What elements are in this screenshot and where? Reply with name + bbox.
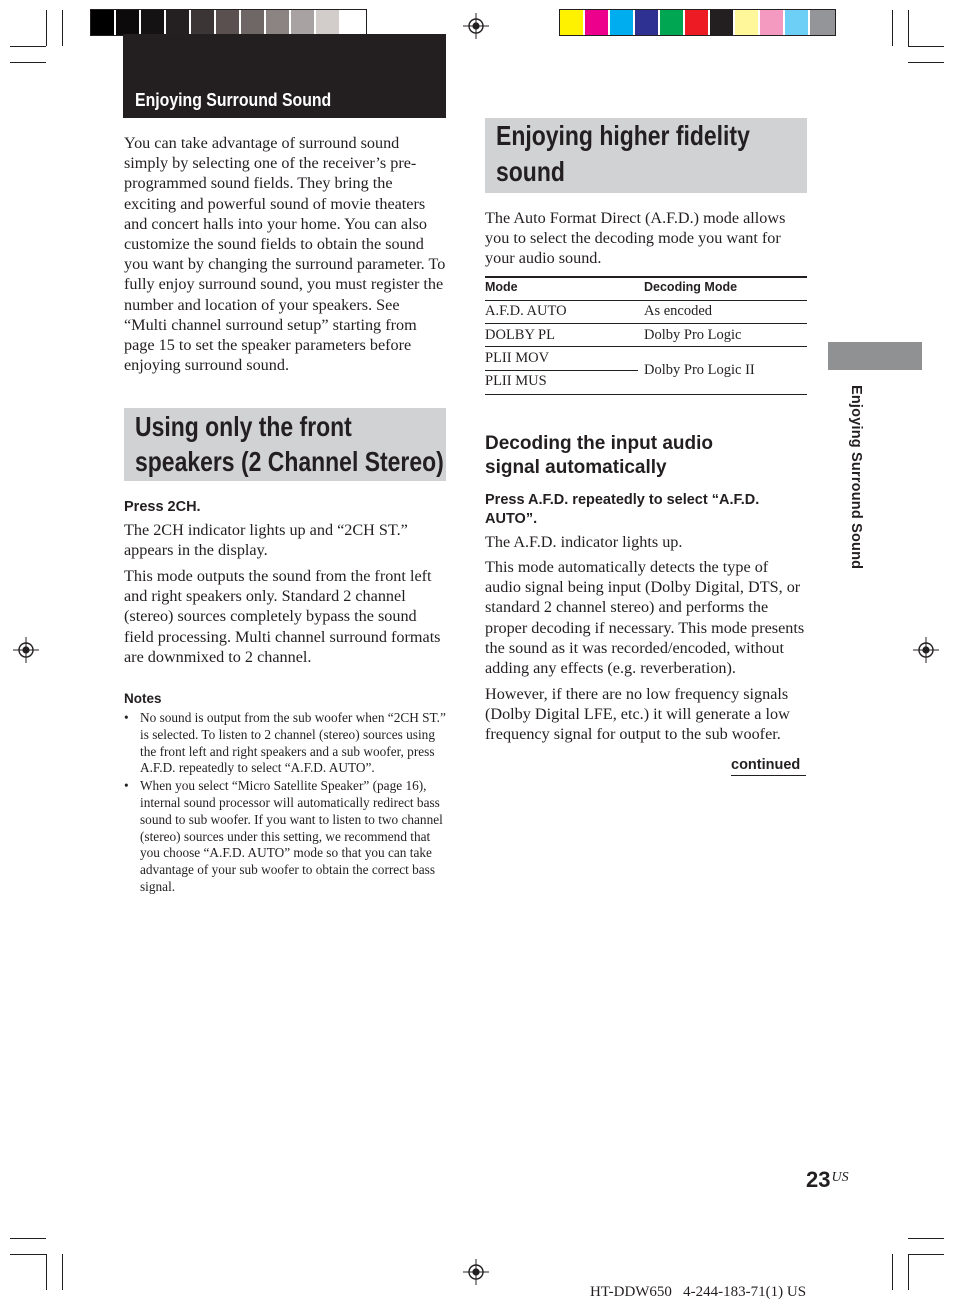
heading-box-higher-fidelity — [485, 118, 807, 193]
table-cell-decoding: Dolby Pro Logic — [644, 327, 742, 343]
registration-mark-icon — [463, 1259, 489, 1285]
intro-paragraph — [124, 133, 446, 375]
color-swatch — [810, 10, 835, 35]
footer-model-code: HT-DDW650 4-244-183-71(1) US — [590, 1284, 807, 1300]
step-result-text: The 2CH indicator lights up and “2CH ST.” appears in the display. — [124, 521, 408, 560]
heading-box-front-speakers — [124, 408, 446, 481]
registration-mark-icon — [913, 637, 939, 663]
color-swatch — [660, 10, 685, 35]
color-swatch — [116, 10, 141, 35]
heading-higher-fidelity-line1: Enjoying higher fidelity — [496, 120, 750, 151]
note-item — [124, 710, 446, 777]
heading-front-speakers-line2: speakers (2 Channel Stereo) — [135, 446, 444, 477]
subheading-line2: signal automatically — [485, 456, 667, 478]
color-swatch — [341, 10, 366, 35]
page-number-digits: 23 — [806, 1167, 831, 1192]
color-swatch — [610, 10, 635, 35]
step-press-afd — [485, 491, 759, 529]
table-cell-mode: PLII MOV — [485, 350, 550, 366]
table-header-mode: Mode — [485, 280, 518, 294]
note-item — [124, 778, 446, 896]
table-rule — [485, 300, 807, 301]
notes-title: Notes — [124, 691, 162, 706]
table-cell-mode: DOLBY PL — [485, 327, 555, 343]
color-swatch — [266, 10, 291, 35]
mode-paragraph — [124, 566, 446, 667]
mode-table — [485, 276, 807, 395]
table-cell-mode: PLII MUS — [485, 373, 547, 389]
page-number-suffix: US — [831, 1170, 849, 1185]
page-number — [806, 1166, 849, 1194]
section-tag: Enjoying Surround Sound — [135, 90, 332, 110]
table-cell-decoding-merged: Dolby Pro Logic II — [644, 362, 755, 378]
heading-higher-fidelity-line2: sound — [496, 156, 565, 187]
continued-label: continued — [731, 756, 806, 776]
table-cell-decoding: As encoded — [644, 303, 713, 319]
heading-front-speakers-line1: Using only the front — [135, 411, 352, 442]
color-bar — [559, 9, 836, 36]
registration-mark-icon — [13, 637, 39, 663]
color-swatch — [216, 10, 241, 35]
grayscale-bar — [90, 9, 367, 36]
step-line2: AUTO”. — [485, 511, 538, 527]
side-tab-marker — [828, 342, 922, 370]
table-header-decoding: Decoding Mode — [644, 280, 738, 294]
afd-step-result — [485, 532, 807, 552]
afd-intro — [485, 208, 807, 269]
bullet: • — [124, 778, 129, 794]
intro-text: You can take advantage of surround sound simply by selecting one of the receiver’s pre-programmed sound fields. They bring the exciting and powerful sound of movie theaters and concert halls into your home. You can also customize the sound fields to obtain the sound you want by changing the surround parameter. To fully enjoy surround sound, you must register the number and location of your speakers. See “Multi channel surround setup” starting from page 15 to set the speaker parameters before enjoying surround sound. — [124, 134, 446, 375]
registration-mark-icon — [463, 13, 489, 39]
color-swatch — [166, 10, 191, 35]
table-cell-mode: A.F.D. AUTO — [485, 303, 567, 319]
side-tab-label: Enjoying Surround Sound — [848, 385, 864, 570]
step-result — [124, 520, 434, 560]
table-rule — [485, 346, 807, 347]
table-rule — [485, 323, 807, 324]
color-swatch — [191, 10, 216, 35]
afd-intro-text: The Auto Format Direct (A.F.D.) mode allows you to select the decoding mode you want for your audio sound. — [485, 209, 786, 268]
afd-paragraph-2 — [485, 684, 807, 745]
table-rule-partial — [485, 370, 638, 371]
note-text: When you select “Micro Satellite Speaker” (page 16), internal sound processor will automatically redirect bass sound to sub woofer. If you want to listen to two channel (stereo) sources under this setting, we recommend that you choose “A.F.D. AUTO” mode so that you can take advantage of your sub woofer to obtain the correct bass signal. — [140, 778, 443, 894]
notes-list — [124, 710, 446, 896]
color-swatch — [291, 10, 316, 35]
table-bottom-rule — [485, 394, 807, 395]
color-swatch — [585, 10, 610, 35]
subheading-decoding — [485, 432, 713, 479]
color-swatch — [316, 10, 341, 35]
step-line1: Press A.F.D. repeatedly to select “A.F.D. — [485, 492, 760, 508]
table-top-rule — [485, 276, 807, 278]
step-press-2ch: Press 2CH. — [124, 499, 201, 515]
color-swatch — [635, 10, 660, 35]
afd-step-result-text: The A.F.D. indicator lights up. — [485, 533, 683, 551]
color-swatch — [735, 10, 760, 35]
color-swatch — [685, 10, 710, 35]
afd-paragraph-2-text: However, if there are no low frequency signals (Dolby Digital LFE, etc.) it will generate a low frequency signal for output to the sub woofer. — [485, 685, 790, 744]
color-swatch — [241, 10, 266, 35]
color-swatch — [141, 10, 166, 35]
mode-paragraph-text: This mode outputs the sound from the front left and right speakers only. Standard 2 channel (stereo) sources completely bypass the sound field processing. Multi channel surround formats are downmixed to 2 channel. — [124, 567, 441, 666]
subheading-line1: Decoding the input audio — [485, 433, 713, 454]
afd-paragraph-1-text: This mode automatically detects the type of audio signal being input (Dolby Digital, DTS, or standard 2 channel stereo) and performs the proper decoding if necessary. This mode presents the sound as it was recorded/encoded, without adding any effects (e.g. reverberation). — [485, 558, 805, 678]
color-swatch — [560, 10, 585, 35]
afd-paragraph-1 — [485, 557, 807, 678]
note-text: No sound is output from the sub woofer when “2CH ST.” is selected. To listen to 2 channel (stereo) sources using the front left and right speakers and a sub woofer, press A.F.D. repeatedly to select “A.F.D. AUTO”. — [140, 710, 446, 776]
color-swatch — [760, 10, 785, 35]
color-swatch — [710, 10, 735, 35]
color-swatch — [91, 10, 116, 35]
color-swatch — [785, 10, 810, 35]
bullet: • — [124, 710, 129, 725]
